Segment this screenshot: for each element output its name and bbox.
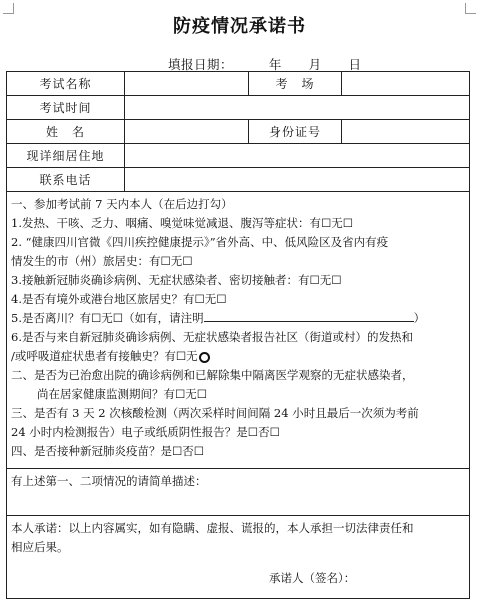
- date-year-label: 年: [268, 57, 282, 72]
- commitment-line1: 本人承诺：以上内容属实，如有隐瞒、虚报、谎报的，本人承担一切法律责任和: [11, 521, 414, 535]
- question-1[interactable]: 1.发热、干咳、乏力、咽痛、嗅觉味觉减退、腹泻等症状：有☐无☐: [11, 216, 354, 230]
- section2-line2[interactable]: 尚在居家健康监测期间？有☐无☐: [37, 387, 208, 401]
- question-5: [11, 309, 465, 328]
- section4[interactable]: 四、是否接种新冠肺炎疫苗？是☐否☐: [11, 444, 205, 458]
- name-field[interactable]: [125, 120, 249, 144]
- exam-name-field[interactable]: [125, 72, 249, 96]
- question-3[interactable]: 3.接触新冠肺炎确诊病例、无症状感染者、密切接触者：有☐无☐: [11, 273, 342, 287]
- phone-label: 联系电话: [7, 168, 125, 192]
- name-label: 姓 名: [7, 120, 125, 144]
- address-label: 现详细居住地: [7, 144, 125, 168]
- description-block[interactable]: [7, 469, 470, 516]
- commitment-block: [7, 516, 470, 599]
- date-day-label: 日: [348, 57, 362, 72]
- question-5-close: ）: [413, 311, 426, 325]
- document-title: 防疫情况承诺书: [173, 16, 306, 37]
- signature-label[interactable]: 承诺人（签名）：: [269, 571, 356, 585]
- exam-site-label: 考 场: [249, 72, 342, 96]
- id-number-field[interactable]: [342, 120, 470, 144]
- exam-name-label: 考试名称: [7, 72, 125, 96]
- exam-time-field[interactable]: [125, 96, 470, 120]
- question-4[interactable]: 4.是否有境外或港台地区旅居史？有☐无☐: [11, 292, 227, 306]
- id-number-label: 身份证号: [249, 120, 342, 144]
- selected-radio-icon[interactable]: [199, 352, 210, 363]
- exam-site-field[interactable]: [342, 72, 470, 96]
- question-2-line2[interactable]: 情发生的市（州）旅居史：有☐无☐: [11, 254, 193, 268]
- question-6-text[interactable]: /或呼吸道症状患者有接触史？有☐无: [11, 349, 198, 363]
- section3-line1: 三、是否有 3 天 2 次核酸检测（两次采样时间间隔 24 小时且最后一次须为考前: [11, 406, 419, 420]
- commitment-line2: 相应后果。: [11, 540, 69, 554]
- section1-heading: 一、参加考试前 7 天内本人（在后边打勾）: [11, 197, 233, 211]
- section3-line2[interactable]: 24 小时内检测报告）电子或纸质阴性报告？是☐否☐: [11, 425, 280, 439]
- address-field[interactable]: [125, 144, 470, 168]
- question-2-line1: 2. “健康四川官微《四川疾控健康提示》”省外高、中、低风险区及省内有疫: [11, 235, 389, 249]
- date-month-label: 月: [308, 57, 322, 72]
- question-5-text[interactable]: 5.是否离川？有☐无☐（如有，请注明: [11, 311, 204, 325]
- question-6-line2: [11, 347, 465, 366]
- section2-line1: 二、是否为已治愈出院的确诊病例和已解除集中隔离医学观察的无症状感染者，: [11, 368, 414, 382]
- leave-sichuan-detail-input[interactable]: [204, 310, 414, 322]
- commitment-form-table: [6, 71, 470, 599]
- description-prompt: 有上述第一、二项情况的请简单描述：: [11, 474, 207, 488]
- fill-date-label: 填报日期：: [168, 57, 234, 72]
- health-questions-block: [7, 192, 470, 469]
- exam-time-label: 考试时间: [7, 96, 125, 120]
- question-6-line1: 6.是否与来自新冠肺炎确诊病例、无症状感染者报告社区（街道或村）的发热和: [11, 330, 413, 344]
- phone-field[interactable]: [125, 168, 470, 192]
